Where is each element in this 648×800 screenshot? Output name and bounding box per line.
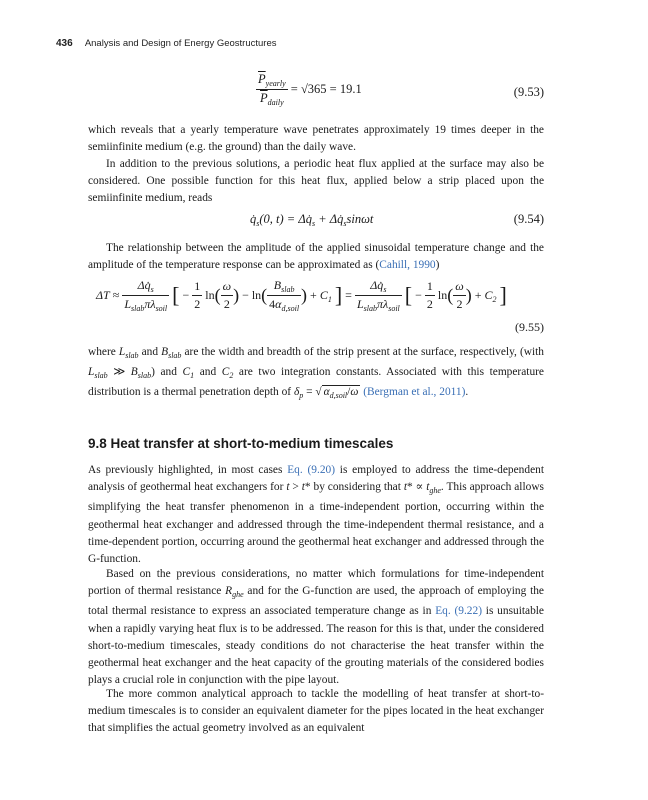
text-run: ) [435, 259, 440, 272]
equation-9-53 [60, 72, 544, 112]
subscript: s [311, 219, 316, 228]
text-run: The relationship between the amplitude of the applied sinusoidal temperature change and the amplitude of the temperature response can be approximated as ( [88, 242, 544, 272]
text-run: ) and [151, 366, 183, 379]
equation-rhs: = √365 = 19.1 [290, 82, 362, 96]
equation-link[interactable]: Eq. (9.22) [435, 605, 482, 618]
text-run: are two integration constants. Associated with this temperature distribution is a thermal penetration depth of [88, 366, 544, 399]
text-run: As previously highlighted, in most cases [88, 464, 288, 476]
equation-link[interactable]: Eq. (9.20) [287, 464, 336, 476]
paragraph: which reveals that a yearly temperature wave penetrates approximately 19 times deeper in the semiinfinite medium (e.g. the ground) than the daily wave. [88, 124, 544, 154]
flux-symbol: q̇ [250, 212, 257, 226]
running-header [56, 38, 277, 49]
equation-number: (9.55) [515, 320, 544, 334]
equation-text: (0, t) = Δq̇ [259, 212, 312, 226]
citation-link[interactable]: (Bergman et al., 2011) [363, 386, 466, 399]
equation-text: + Δq̇ [315, 212, 344, 226]
page-number: 436 [56, 38, 73, 49]
text-run: is unsuitable when a rapidly varying heat flux is to be addressed. The reason for this is that, under the considered short-to-medium timescales, steady conditions do not characterise the heat transfer within the geothermal heat exchanger and the heat capacity of the grouting materials of the considered bodies plays a crucial role in conjunction with the pipe layout. [88, 605, 544, 687]
paragraph: where $L_{slab}$ and $B_{slab}$ are the width and breadth of the strip present at the surface, respectively, (with $L_{slab}$ ≫ $B_{slab}$) and $C_1$ and $C_2$ are two integration constants. Associated with this temperature distribution is a thermal penetration depth of $\delta_p$ = √ $\alpha_{d,soil}/\omega$ (Bergman et al., 2011). [88, 346, 544, 401]
text-run: . This approach allows simplifying the heat transfer phenomenon in a time-independent portion, occurring within the geothermal heat exchanger and addressed through the time-independent thermal resistance, and a time-dependent portion, occurring around the geothermal heat exchanger and addressed through the G-function. [88, 481, 544, 566]
equation-number: (9.54) [513, 212, 544, 226]
text-run: . [465, 386, 469, 399]
equation-number: (9.53) [513, 85, 544, 99]
denominator-subscript: daily [267, 98, 284, 107]
citation-link[interactable]: Cahill, 1990 [379, 259, 436, 272]
subscript: s [343, 219, 347, 228]
text-run: are the width and breadth of the strip present at the surface, respectively, (with [181, 346, 544, 358]
paragraph: In addition to the previous solutions, a periodic heat flux applied at the surface may also be considered. One possible function for this heat flux, applied below a strip placed upon the semiinfinite medium, reads [88, 158, 544, 205]
paragraph: As previously highlighted, in most cases Eq. (9.20) is employed to address the time-dependent analysis of geothermal heat exchangers for t > t* by considering that $t* \propto t_{ghe}$. This approach allows simplifying the heat transfer phenomenon in a time-independent portion, occurring within the geothermal heat exchanger and addressed through the time-independent thermal resistance, and a time-dependent portion, occurring around the geothermal heat exchanger and addressed through the G-function. [88, 464, 544, 566]
text-run: by considering that [310, 481, 404, 494]
equation-text: sinωt [346, 212, 374, 226]
denominator-symbol: $\overline{P}$ [260, 91, 268, 105]
text-run: and for the G-function are used, the approach of employing the total thermal resistance to express an associated temperature change as in [88, 585, 544, 618]
equation-9-54 [60, 212, 544, 232]
numerator-symbol: $\overline{P}$ [258, 72, 266, 86]
text-run: where [88, 346, 119, 358]
subscript: s [256, 219, 260, 228]
section-heading: 9.8 Heat transfer at short-to-medium timescales [88, 436, 394, 451]
numerator-subscript: yearly [265, 79, 286, 88]
paragraph [88, 240, 544, 274]
equation-9-55 [60, 278, 544, 338]
running-title: Analysis and Design of Energy Geostructures [84, 38, 277, 49]
ratio-fraction [256, 72, 288, 107]
text-run: Based on the previous considerations, no matter which formulations for time-independent portion of thermal resistance [88, 568, 544, 598]
paragraph: The more common analytical approach to tackle the modelling of heat transfer at short-to-medium timescales is to consider an equivalent diameter for the pipes located in the heat exchanger that simplifies the actual geometry involved as an equivalent [88, 688, 544, 735]
equation-body: ΔT ≈ $\frac{\Delta q̇_s}{L_{slab}\pi\lambda_{soil}}$ [ − $\frac{1}{2}$ ln( $\frac{\omega}{2}$ ) − ln( $\frac{B_{slab}}{4\alpha_{d,soil}}$ ) + $C_1$ ] = $\frac{\Delta q̇_s}{L_{slab}\pi\lambda_{soil}}$ [ − $\frac{1}{2}$ ln( $\frac{\omega}{2}$ ) + $C_2$ ] [96, 278, 507, 313]
text-run: is employed to address the time-dependent analysis of geothermal heat exchangers for [88, 464, 544, 494]
paragraph: Based on the previous considerations, no matter which formulations for time-independent portion of thermal resistance $R_{ghe}$ and for the G-function are used, the approach of employing the total thermal resistance to express an associated temperature change as in Eq. (9.22) is unsuitable when a rapidly varying heat flux is to be addressed. The reason for this is that, under the considered short-to-medium timescales, steady conditions do not characterise the heat transfer within the geothermal heat exchanger and the heat capacity of the grouting materials of the considered bodies plays a crucial role in conjunction with the pipe layout. [88, 568, 544, 687]
